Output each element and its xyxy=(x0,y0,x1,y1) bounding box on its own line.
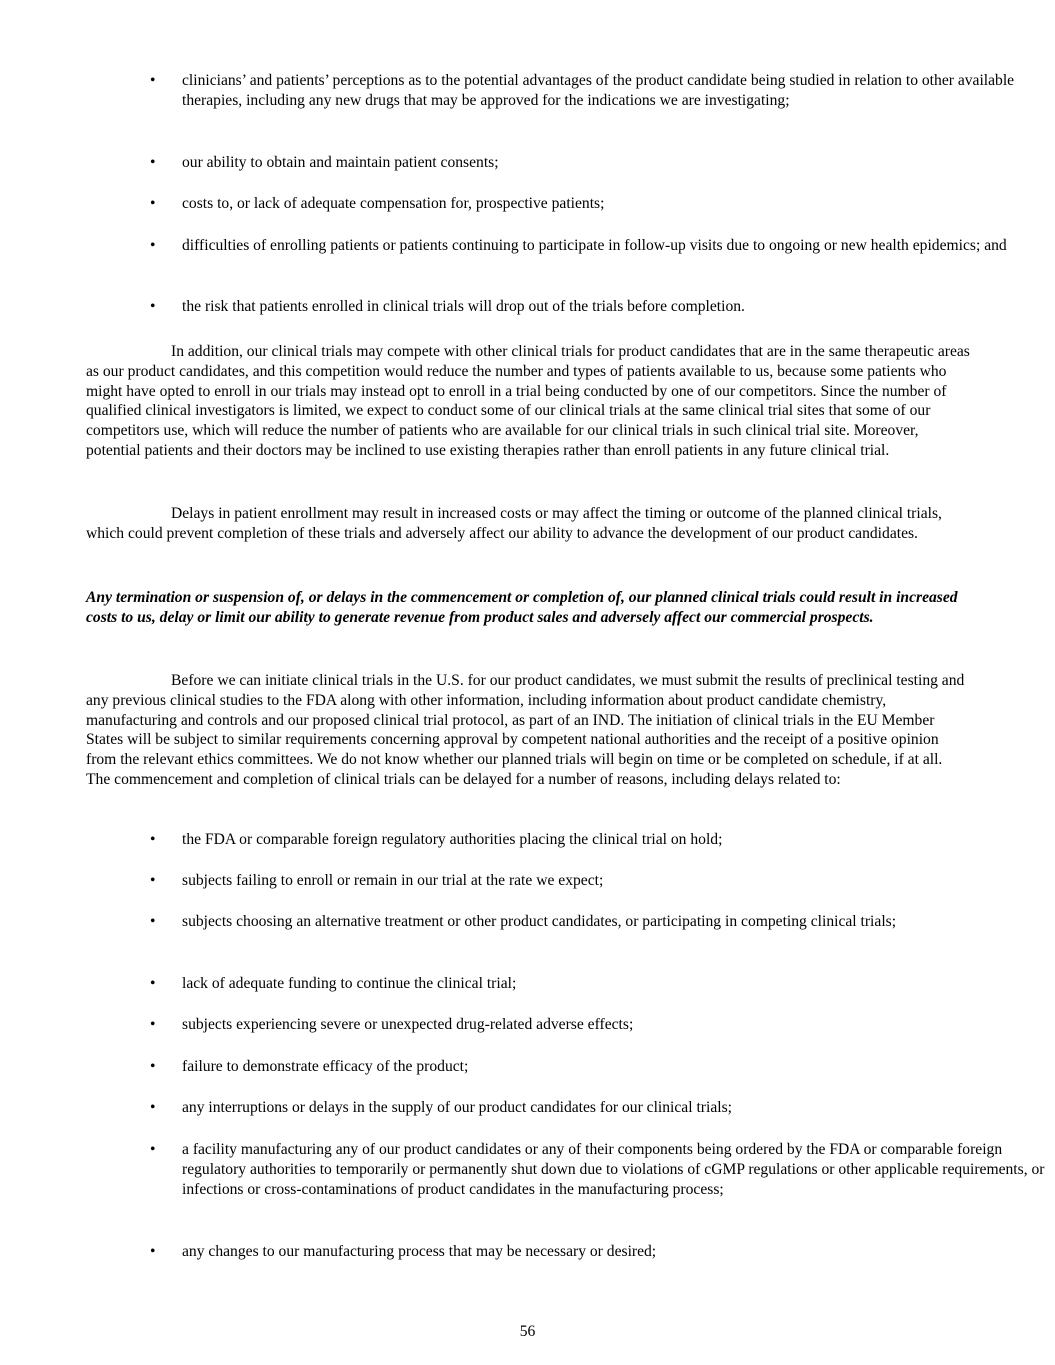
list-item-text: lack of adequate funding to continue the clinical trial; xyxy=(182,975,517,992)
bullet-glyph: • xyxy=(150,872,156,889)
list-item-text: costs to, or lack of adequate compensation for, prospective patients; xyxy=(182,195,605,212)
bullet-glyph: • xyxy=(150,298,156,315)
list-item xyxy=(86,236,1055,256)
list-item xyxy=(86,912,1055,932)
list-item-text: clinicians’ and patients’ perceptions as to the potential advantages of the product candidate being studied in relation to other available therapies, including any new drugs that may be approved for the indications we are investigating; xyxy=(182,72,1015,109)
bullet-glyph: • xyxy=(150,1016,156,1033)
paragraph-competing-trials: In addition, our clinical trials may compete with other clinical trials for product candidates that are in the same therapeutic areas as our product candidates, and this competition would reduce the number and types of patients available to us, because some patients who might have opted to enroll in our trials may instead opt to enroll in a trial being conducted by one of our competitors. Since the number of qualified clinical investigators is limited, we expect to conduct some of our clinical trials at the same clinical trial sites that some of our competitors use, which will reduce the number of patients who are available for our clinical trials in such clinical trial site. Moreover, potential patients and their doctors may be inclined to use existing therapies rather than enroll patients in any future clinical trial. xyxy=(86,343,970,459)
bullet-glyph: • xyxy=(150,1243,156,1260)
paragraph-enrollment-delays: Delays in patient enrollment may result in increased costs or may affect the timing or outcome of the planned clinical trials, which could prevent completion of these trials and adversely affect our ability to advance the development of our product candidates. xyxy=(86,505,942,542)
list-item-text: the FDA or comparable foreign regulatory authorities placing the clinical trial on hold; xyxy=(182,831,723,848)
bullet-glyph: • xyxy=(150,154,156,171)
bullet-glyph: • xyxy=(150,195,156,212)
list-item xyxy=(86,71,1055,111)
bullet-glyph: • xyxy=(150,913,156,930)
list-item-text: our ability to obtain and maintain patient consents; xyxy=(182,154,499,171)
list-item-text: any interruptions or delays in the supply of our product candidates for our clinical trials; xyxy=(182,1099,732,1116)
list-item xyxy=(86,1140,1055,1199)
list-item xyxy=(86,297,1055,317)
bullet-glyph: • xyxy=(150,237,156,254)
list-item-text: a facility manufacturing any of our product candidates or any of their components being ordered by the FDA or comparable foreign regulatory authorities to temporarily or permanently shut down due to violations of cGMP regulations or other applicable requirements, or infections or cross-contaminations of product candidates in the manufacturing process; xyxy=(182,1141,1045,1198)
list-item-text: subjects experiencing severe or unexpected drug-related adverse effects; xyxy=(182,1016,634,1033)
list-item-text: subjects choosing an alternative treatment or other product candidates, or participating in competing clinical trials; xyxy=(182,913,897,930)
list-item xyxy=(86,830,1055,850)
list-item-text: failure to demonstrate efficacy of the product; xyxy=(182,1058,469,1075)
bullet-glyph: • xyxy=(150,1058,156,1075)
list-item xyxy=(86,1098,1055,1118)
page-number: 56 xyxy=(519,1323,536,1340)
list-item xyxy=(86,153,1055,173)
list-item-text: any changes to our manufacturing process that may be necessary or desired; xyxy=(182,1243,657,1260)
list-item xyxy=(86,871,1055,891)
bullet-glyph: • xyxy=(150,72,156,89)
bullet-glyph: • xyxy=(150,975,156,992)
list-item xyxy=(86,974,1055,994)
list-item-text: subjects failing to enroll or remain in our trial at the rate we expect; xyxy=(182,872,604,889)
list-item xyxy=(86,1242,1055,1262)
paragraph-ind-requirements: Before we can initiate clinical trials in the U.S. for our product candidates, we must submit the results of preclinical testing and any previous clinical studies to the FDA along with other information, including information about product candidate chemistry, manufacturing and controls and our proposed clinical trial protocol, as part of an IND. The initiation of clinical trials in the EU Member States will be subject to similar requirements concerning approval by competent national authorities and the receipt of a positive opinion from the relevant ethics committees. We do not know whether our planned trials will begin on time or be completed on schedule, if at all. The commencement and completion of clinical trials can be delayed for a number of reasons, including delays related to: xyxy=(86,672,965,788)
bullet-glyph: • xyxy=(150,1099,156,1116)
list-item xyxy=(86,1057,1055,1077)
section-heading: Any termination or suspension of, or delays in the commencement or completion of, our planned clinical trials could result in increased costs to us, delay or limit our ability to generate revenue from product sales and adversely affect our commercial prospects. xyxy=(86,589,958,626)
bullet-glyph: • xyxy=(150,1141,156,1158)
list-item xyxy=(86,1015,1055,1035)
list-item xyxy=(86,194,1055,214)
bullet-glyph: • xyxy=(150,831,156,848)
list-item-text: difficulties of enrolling patients or patients continuing to participate in follow-up visits due to ongoing or new health epidemics; and xyxy=(182,237,1007,254)
list-item-text: the risk that patients enrolled in clinical trials will drop out of the trials before completion. xyxy=(182,298,745,315)
